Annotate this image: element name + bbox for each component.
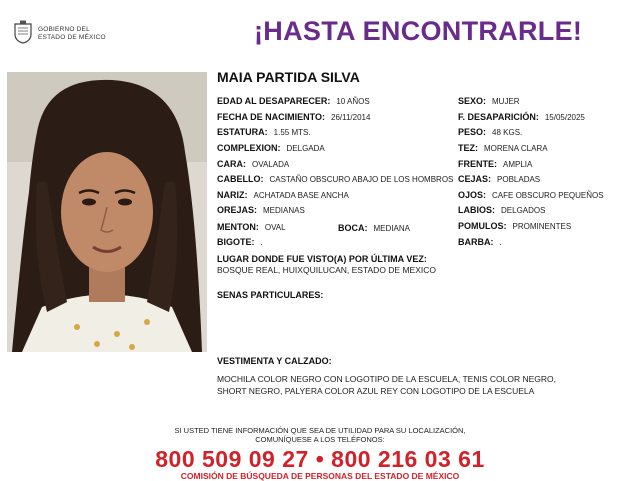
field-boca (338, 223, 410, 234)
nariz-label: NARIZ: (217, 190, 248, 200)
menton-value: OVAL (264, 223, 286, 232)
bigote-label: BIGOTE: (217, 237, 255, 247)
frente-label: FRENTE: (458, 159, 497, 169)
lugar-value: BOSQUE REAL, HUIXQUILUCAN, ESTADO DE MEXICO (217, 265, 436, 275)
contact-info-line2: COMUNÍQUESE A LOS TELÉFONOS: (255, 435, 385, 444)
complexion-value: DELGADA (286, 144, 325, 153)
sexo-label: SEXO: (458, 96, 487, 106)
field-barba (458, 237, 502, 248)
estatura-value: 1.55 MTS. (273, 128, 311, 137)
person-name: MAIA PARTIDA SILVA (217, 69, 360, 85)
orejas-value: MEDIANAS (263, 206, 305, 215)
field-frente (458, 159, 532, 170)
sexo-value: MUJER (492, 97, 520, 106)
menton-label: MENTON: (217, 222, 259, 232)
ojos-label: OJOS: (458, 190, 487, 200)
vestimenta-line2: SHORT NEGRO, PALYERA COLOR AZUL REY CON LOGOTIPO DE LA ESCUELA (217, 386, 535, 396)
cara-value: OVALADA (252, 160, 290, 169)
field-peso (458, 127, 522, 138)
field-edad (217, 96, 370, 107)
government-name-line2: ESTADO DE MÉXICO (38, 34, 106, 41)
bigote-value: . (260, 238, 263, 247)
fdes-label: F. DESAPARICIÓN: (458, 112, 539, 122)
estatura-label: ESTATURA: (217, 127, 268, 137)
cara-label: CARA: (217, 159, 246, 169)
field-sexo (458, 96, 520, 107)
field-fecha-desaparicion (458, 112, 585, 123)
government-logo (8, 20, 128, 46)
barba-label: BARBA: (458, 237, 494, 247)
contact-info-line1: SI USTED TIENE INFORMACIÓN QUE SEA DE UTILIDAD PARA SU LOCALIZACIÓN, (174, 426, 466, 435)
field-fecha-nacimiento (217, 112, 370, 123)
fdes-value: 15/05/2025 (544, 113, 585, 122)
boca-label: BOCA: (338, 223, 368, 233)
headline: ¡HASTA ENCONTRARLE! (254, 16, 583, 46)
pomulos-value: PROMINENTES (512, 222, 572, 231)
tez-value: MORENA CLARA (484, 144, 548, 153)
orejas-label: OREJAS: (217, 205, 258, 215)
senas-label: SENAS PARTICULARES: (217, 290, 324, 300)
phone-numbers[interactable]: 800 509 09 27 • 800 216 03 61 (155, 446, 485, 472)
cabello-value: CASTAÑO OBSCURO ABAJO DE LOS HOMBROS (269, 175, 454, 184)
edad-value: 10 AÑOS (336, 97, 370, 106)
boca-value: MEDIANA (373, 224, 410, 233)
lugar-label: LUGAR DONDE FUE VISTO(A) POR ÚLTIMA VEZ: (217, 254, 427, 264)
field-bigote (217, 237, 263, 248)
vestimenta-label: VESTIMENTA Y CALZADO: (217, 356, 332, 366)
labios-value: DELGADOS (501, 206, 546, 215)
government-name-line1: GOBIERNO DEL (38, 26, 90, 33)
portrait-illustration (7, 72, 207, 352)
peso-label: PESO: (458, 127, 487, 137)
cabello-label: CABELLO: (217, 174, 264, 184)
ojos-value: CAFE OBSCURO PEQUEÑOS (492, 191, 604, 200)
frente-value: AMPLIA (503, 160, 533, 169)
vestimenta-line1: MOCHILA COLOR NEGRO CON LOGOTIPO DE LA ESCUELA, TENIS COLOR NEGRO, (217, 374, 556, 384)
peso-value: 48 KGS. (492, 128, 523, 137)
commission-name: COMISIÓN DE BÚSQUEDA DE PERSONAS DEL ESTADO DE MÉXICO (180, 471, 460, 481)
missing-person-photo (7, 72, 207, 352)
fnac-value: 26/11/2014 (331, 113, 371, 122)
contact-info (0, 426, 640, 444)
nariz-value: ACHATADA BASE ANCHA (253, 191, 349, 200)
field-ojos (458, 190, 604, 201)
field-complexion (217, 143, 325, 154)
state-emblem-icon (12, 20, 34, 44)
field-cara (217, 159, 289, 170)
field-cabello (217, 174, 453, 185)
field-estatura (217, 127, 311, 138)
complexion-label: COMPLEXION: (217, 143, 281, 153)
labios-label: LABIOS: (458, 205, 495, 215)
fnac-label: FECHA DE NACIMIENTO: (217, 112, 325, 122)
pomulos-label: POMULOS: (458, 221, 507, 231)
cejas-label: CEJAS: (458, 174, 492, 184)
field-orejas (217, 205, 305, 216)
cejas-value: POBLADAS (497, 175, 541, 184)
field-pomulos (458, 221, 571, 232)
field-tez (458, 143, 548, 154)
barba-value: . (499, 238, 502, 247)
field-cejas (458, 174, 540, 185)
field-menton (217, 222, 286, 233)
field-nariz (217, 190, 349, 201)
field-labios (458, 205, 545, 216)
edad-label: EDAD AL DESAPARECER: (217, 96, 331, 106)
tez-label: TEZ: (458, 143, 478, 153)
